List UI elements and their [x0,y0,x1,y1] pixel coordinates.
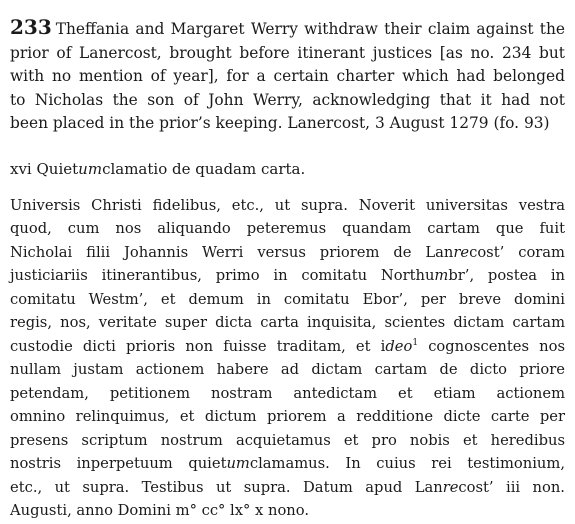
charter-line: quod, cum nos aliquando peteremus quandam cartam que fuit [10,220,565,237]
charter-line: custodie dicti prioris non fuisse traditam, et ideo$^1$ cognoscentes nos [10,337,565,355]
summary-line: with no mention of year], for a certain charter which had belonged [10,67,565,85]
rubric-italic: um [78,159,103,178]
rubric-suffix: clamatio de quadam carta. [102,159,306,178]
charter-line: etc., ut supra. Testibus ut supra. Datum apud Lanrecost’ iii non. [10,478,565,496]
summary-line: 233 Theffania and Margaret Werry withdraw their claim against the [10,15,565,39]
rubric-prefix: xvi Quiet [10,159,79,178]
footnote-marker: 1 [412,337,419,348]
charter-line: nostris inperpetuum quietumclamamus. In cuius rei testimonium, [10,455,565,472]
charter-line: Universis Christi fidelibus, etc., ut supra. Noverit universitas vestra [10,196,565,214]
summary-line: been placed in the prior’s keeping. Lanercost, 3 August 1279 (fo. 93) [10,114,550,132]
rubric-heading [10,158,565,181]
charter-line: nullam justam actionem habere ad dictam cartam de dicto priore [10,361,565,378]
charter-line: regis, nos, veritate super dicta carta inquisita, scientes dictam cartam [10,314,565,331]
entry-summary [10,16,565,136]
charter-line: petendam, petitionem nostram antedictam et etiam actionem [10,384,565,402]
charter-line: presens scriptum nostrum acquietamus et pro nobis et heredibus [10,431,565,449]
summary-line: to Nicholas the son of John Werry, acknowledging that it had not [10,90,565,109]
charter-line: omnino relinquimus, et dictum priorem a redditione dicte carte per [10,408,565,425]
summary-line: prior of Lanercost, brought before itinerant justices [as no. 234 but [10,43,565,62]
charter-line: justiciariis itinerantibus, primo in comitatu Northumbr’, postea in [10,267,566,284]
charter-line: Augusti, anno Domini m° cc° lx° x nono. [10,502,310,519]
entry-number: 233 [10,15,52,39]
charter-line: Nicholai filii Johannis Werri versus priorem de Lanrecost’ coram [10,243,565,261]
charter-text [10,194,565,523]
charter-line: comitatu Westm’, et demum in comitatu Ebor’, per breve domini [10,290,565,308]
